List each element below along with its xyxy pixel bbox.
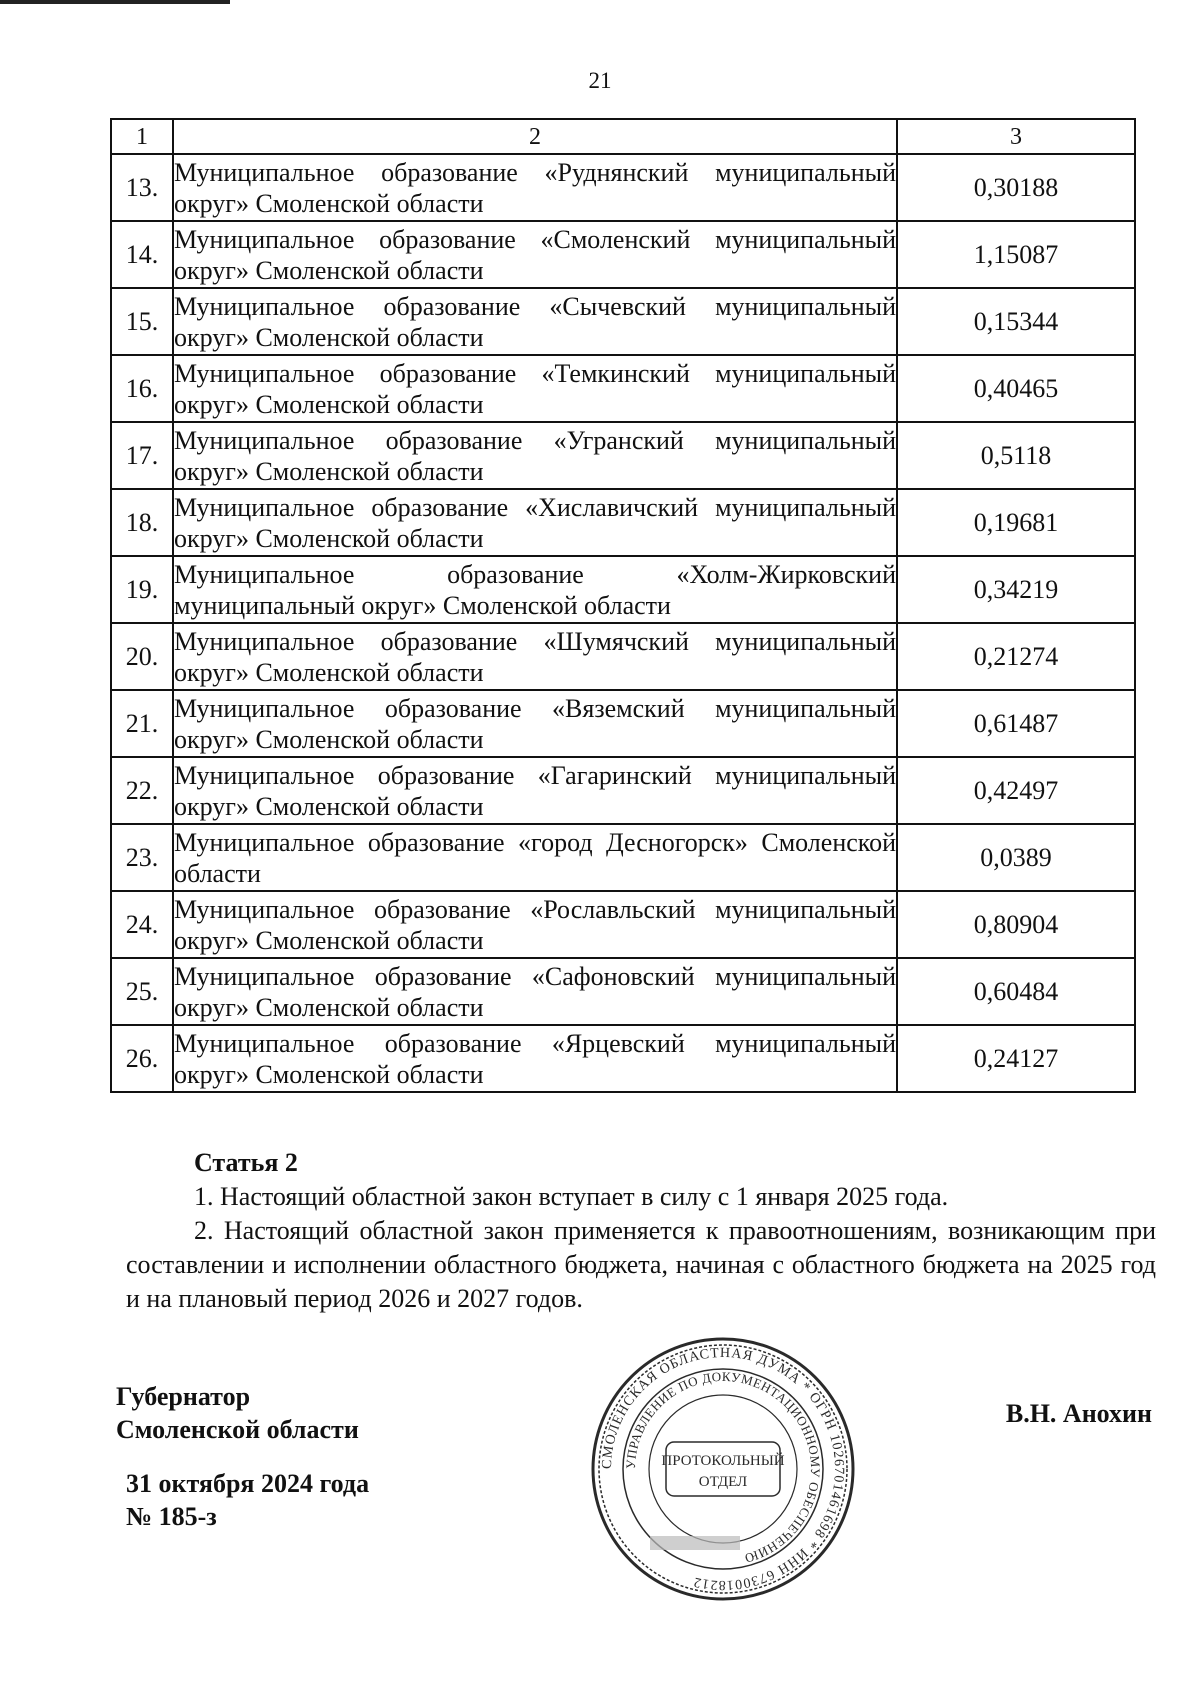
table-row (111, 824, 1135, 891)
page-number: 21 (588, 68, 612, 93)
law-number: № 185-з (126, 1502, 217, 1531)
article-title: Статья 2 (194, 1148, 298, 1177)
row-municipality-name: Муниципальное образование «Рославльский муниципальный округ» Смоленской области (174, 894, 896, 955)
row-number: 23. (111, 824, 173, 891)
law-date: 31 октября 2024 года (126, 1469, 370, 1498)
row-municipality-name: Муниципальное образование «Гагаринский муниципальный округ» Смоленской области (174, 760, 896, 821)
row-number: 16. (111, 355, 173, 422)
row-municipality-cell (173, 824, 897, 891)
signatory-name: В.Н. Анохин (1005, 1399, 1152, 1428)
seal-center-line-1: ПРОТОКОЛЬНЫЙ (661, 1453, 785, 1469)
scan-edge-mark (0, 0, 230, 4)
row-coefficient-value: 0,15344 (897, 288, 1135, 355)
position-line-1: Губернатор (116, 1382, 251, 1411)
row-municipality-name: Муниципальное образование «город Десногорск» Смоленской области (174, 827, 896, 888)
seal-center-line-2: ОТДЕЛ (698, 1474, 748, 1490)
row-municipality-cell (173, 623, 897, 690)
table-row (111, 690, 1135, 757)
row-coefficient-value: 0,34219 (897, 556, 1135, 623)
row-coefficient-value: 0,0389 (897, 824, 1135, 891)
signatory-position (116, 1380, 359, 1446)
row-municipality-name: Муниципальное образование «Сафоновский муниципальный округ» Смоленской области (174, 961, 896, 1022)
table-row (111, 288, 1135, 355)
row-number: 17. (111, 422, 173, 489)
position-line-2: Смоленской области (116, 1415, 359, 1444)
row-number: 15. (111, 288, 173, 355)
table-row (111, 154, 1135, 221)
table-row (111, 958, 1135, 1025)
row-municipality-name: Муниципальное образование «Хиславичский муниципальный округ» Смоленской области (174, 492, 896, 553)
row-number: 26. (111, 1025, 173, 1092)
row-number: 14. (111, 221, 173, 288)
header-col-name: 2 (173, 119, 897, 154)
seal-outer-text: СМОЛЕНСКАЯ ОБЛАСТНАЯ ДУМА * ОГРН 1026701461698 * ИНН 6730018212 (599, 1345, 847, 1593)
row-number: 19. (111, 556, 173, 623)
row-number: 24. (111, 891, 173, 958)
row-municipality-cell (173, 891, 897, 958)
header-col-value: 3 (897, 119, 1135, 154)
row-municipality-cell (173, 288, 897, 355)
row-municipality-cell (173, 690, 897, 757)
row-municipality-name: Муниципальное образование «Угранский муниципальный округ» Смоленской области (174, 425, 896, 486)
row-municipality-cell (173, 757, 897, 824)
table-row (111, 757, 1135, 824)
row-municipality-cell (173, 1025, 897, 1092)
row-municipality-cell (173, 489, 897, 556)
row-coefficient-value: 0,80904 (897, 891, 1135, 958)
row-coefficient-value: 0,5118 (897, 422, 1135, 489)
row-municipality-name: Муниципальное образование «Шумячский муниципальный округ» Смоленской области (174, 626, 896, 687)
table-row (111, 489, 1135, 556)
article-paragraph-2: 2. Настоящий областной закон применяется к правоотношениям, возникающим при составлении и исполнении областного бюджета, начиная с областного бюджета на 2025 год и на плановый период 2026 и 2027 годов. (126, 1216, 1156, 1313)
row-municipality-name: Муниципальное образование «Холм-Жирковский муниципальный округ» Смоленской области (174, 559, 896, 620)
row-coefficient-value: 0,21274 (897, 623, 1135, 690)
row-municipality-name: Муниципальное образование «Вяземский муниципальный округ» Смоленской области (174, 693, 896, 754)
table-row (111, 891, 1135, 958)
row-municipality-name: Муниципальное образование «Темкинский муниципальный округ» Смоленской области (174, 358, 896, 419)
row-number: 22. (111, 757, 173, 824)
row-coefficient-value: 0,24127 (897, 1025, 1135, 1092)
row-coefficient-value: 0,40465 (897, 355, 1135, 422)
row-coefficient-value: 0,30188 (897, 154, 1135, 221)
row-municipality-cell (173, 958, 897, 1025)
seal-inner-ring (649, 1395, 797, 1543)
seal-inner-text: УПРАВЛЕНИЕ ПО ДОКУМЕНТАЦИОННОМУ ОБЕСПЕЧЕНИЮ (622, 1368, 824, 1567)
allocation-table (110, 118, 1136, 1093)
header-col-number: 1 (111, 119, 173, 154)
table-row (111, 623, 1135, 690)
row-coefficient-value: 0,19681 (897, 489, 1135, 556)
row-coefficient-value: 1,15087 (897, 221, 1135, 288)
row-municipality-cell (173, 556, 897, 623)
table-row (111, 1025, 1135, 1092)
row-municipality-cell (173, 221, 897, 288)
row-municipality-cell (173, 422, 897, 489)
official-seal-stamp (588, 1334, 858, 1604)
row-number: 13. (111, 154, 173, 221)
row-number: 21. (111, 690, 173, 757)
row-municipality-name: Муниципальное образование «Сычевский муниципальный округ» Смоленской области (174, 291, 896, 352)
table-header-row (111, 119, 1135, 154)
row-number: 25. (111, 958, 173, 1025)
row-number: 20. (111, 623, 173, 690)
row-number: 18. (111, 489, 173, 556)
table-body (111, 154, 1135, 1092)
table-row (111, 355, 1135, 422)
row-municipality-name: Муниципальное образование «Смоленский муниципальный округ» Смоленской области (174, 224, 896, 285)
row-municipality-name: Муниципальное образование «Руднянский муниципальный округ» Смоленской области (174, 157, 896, 218)
row-coefficient-value: 0,61487 (897, 690, 1135, 757)
article-section (126, 1146, 1156, 1316)
law-date-block (126, 1467, 369, 1533)
row-municipality-cell (173, 154, 897, 221)
seal-smudge (650, 1536, 740, 1550)
table-row (111, 422, 1135, 489)
row-municipality-cell (173, 355, 897, 422)
row-municipality-name: Муниципальное образование «Ярцевский муниципальный округ» Смоленской области (174, 1028, 896, 1089)
row-coefficient-value: 0,60484 (897, 958, 1135, 1025)
table-row (111, 556, 1135, 623)
row-coefficient-value: 0,42497 (897, 757, 1135, 824)
table-row (111, 221, 1135, 288)
article-paragraph-1: 1. Настоящий областной закон вступает в силу с 1 января 2025 года. (194, 1182, 949, 1211)
